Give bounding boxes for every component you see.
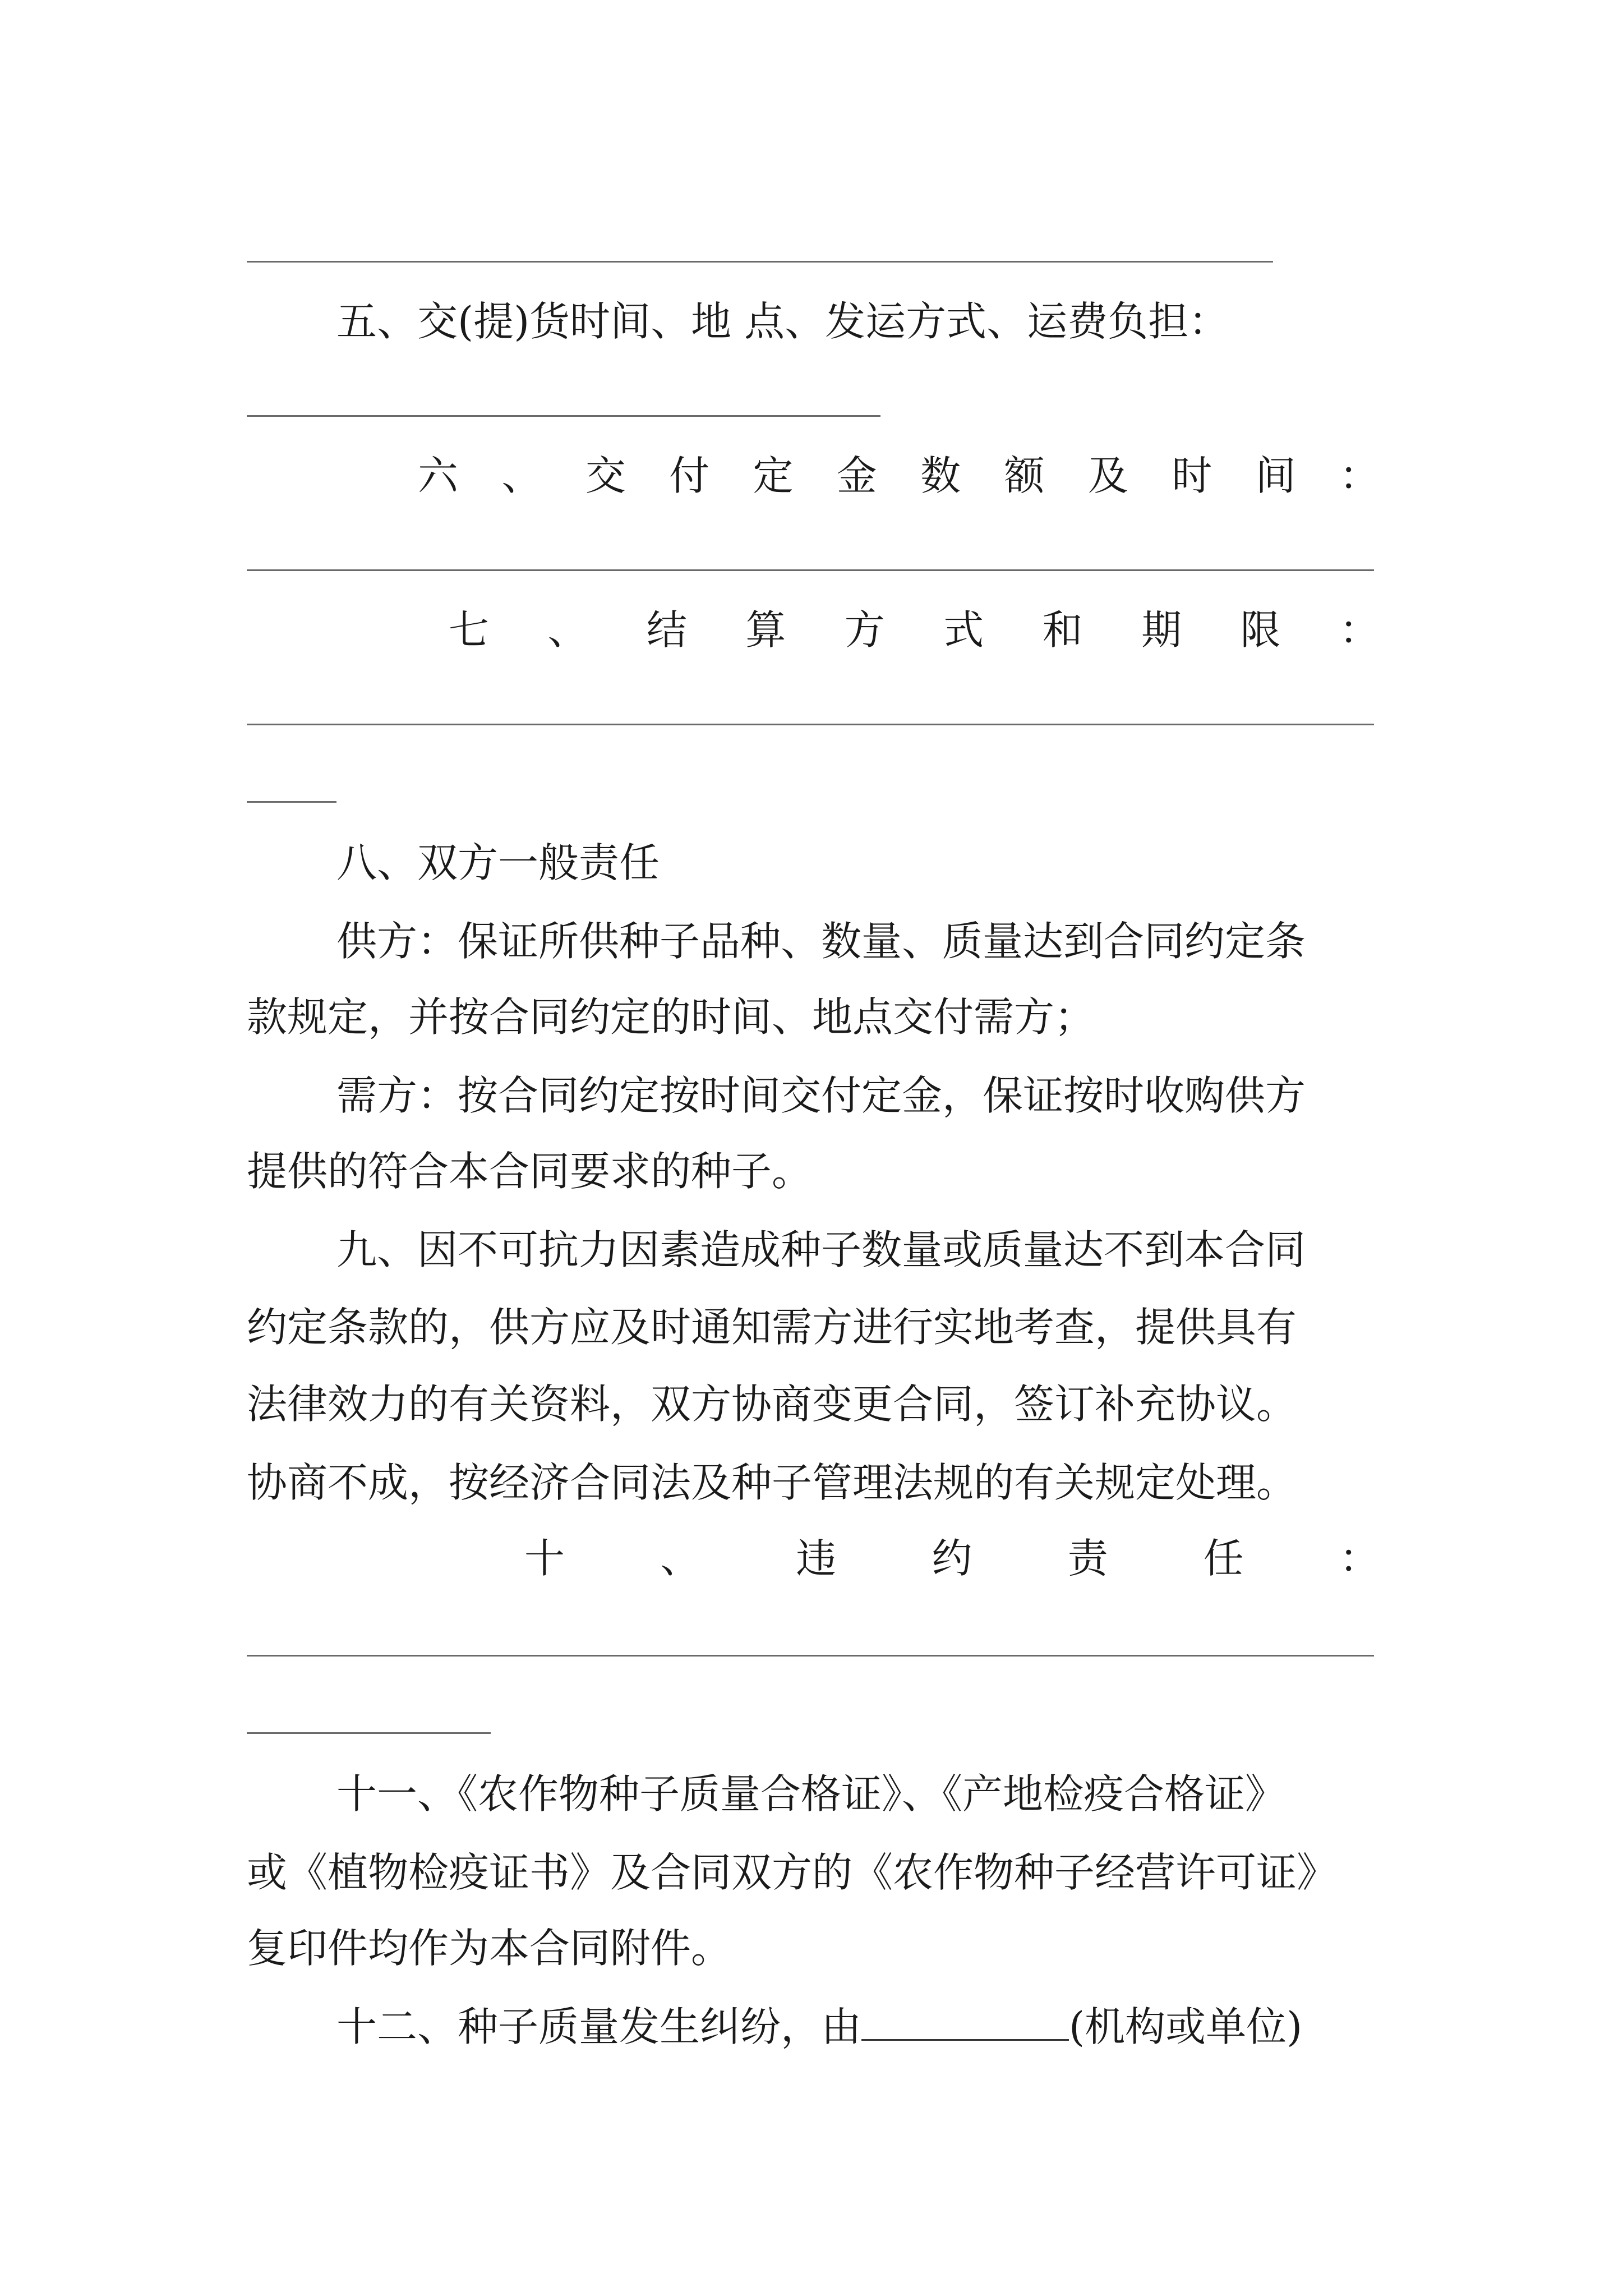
fill-in-line [247, 415, 880, 417]
heading-char: 十 [524, 1535, 565, 1582]
heading-char: ： [1339, 606, 1380, 654]
heading-char: 时 [1172, 452, 1212, 499]
heading-char: 责 [1067, 1535, 1108, 1582]
heading-char: 付 [669, 452, 710, 499]
heading-char: 及 [1087, 452, 1128, 499]
fill-in-line [247, 724, 1374, 725]
clause-7-heading [449, 603, 1380, 657]
institution-blank-field[interactable] [861, 2002, 1069, 2041]
fill-in-line [247, 569, 1374, 571]
heading-char: 数 [920, 452, 961, 499]
clause-12-suffix: (机构或单位) [1069, 2003, 1303, 2050]
fill-in-line [247, 1732, 491, 1734]
heading-char: ： [1339, 1535, 1380, 1582]
fill-in-line [247, 261, 1273, 263]
clause-6-heading [418, 449, 1380, 503]
fill-in-line [247, 1655, 1374, 1657]
heading-char: 六 [418, 452, 459, 499]
heading-char: 、 [501, 452, 542, 499]
heading-char: 交 [585, 452, 626, 499]
clause-11-line: 复印件均作为本合同附件。 [247, 1925, 732, 1972]
fill-in-line [247, 801, 336, 803]
clause-11-line: 或《植物检疫证书》及合同双方的《农作物种子经营许可证》 [247, 1849, 1338, 1896]
heading-char: 约 [932, 1535, 972, 1582]
clause-10-heading [524, 1531, 1380, 1585]
heading-char: 任 [1203, 1535, 1244, 1582]
heading-char: 间 [1255, 452, 1296, 499]
heading-char: 限 [1240, 606, 1281, 654]
clause-5-heading: 五、交(提)货时间、地 点、发运方式、运费负担： [336, 298, 1229, 345]
heading-char: 期 [1141, 606, 1182, 654]
heading-char: 金 [836, 452, 877, 499]
heading-char: 违 [796, 1535, 837, 1582]
heading-char: 算 [745, 606, 786, 654]
heading-char: 额 [1004, 452, 1045, 499]
heading-char: 定 [753, 452, 794, 499]
buyer-duty-line: 提供的符合本合同要求的种子。 [247, 1148, 813, 1195]
clause-9-line: 约定条款的，供方应及时通知需方进行实地考查，提供具有 [247, 1304, 1297, 1351]
heading-char: 、 [547, 606, 588, 654]
clause-9-line: 九、因不可抗力因素造成种子数量或质量达不到本合同 [336, 1226, 1306, 1273]
supplier-duty-line: 供方：保证所供种子品种、数量、质量达到合同约定条 [336, 918, 1306, 965]
clause-12-line [336, 2000, 1380, 2054]
heading-char: 和 [1042, 606, 1083, 654]
heading-char: 七 [449, 606, 490, 654]
heading-char: 、 [660, 1535, 701, 1582]
heading-char: 式 [943, 606, 984, 654]
heading-char: 方 [844, 606, 885, 654]
supplier-duty-line: 款规定，并按合同约定的时间、地点交付需方； [247, 993, 1095, 1041]
clause-9-line: 协商不成，按经济合同法及种子管理法规的有关规定处理。 [247, 1459, 1297, 1506]
buyer-duty-line: 需方：按合同约定按时间交付定金，保证按时收购供方 [336, 1072, 1306, 1119]
clause-11-line: 十一、《农作物种子质量合格证》、《产地检疫合格证》 [336, 1770, 1286, 1818]
clause-8-heading: 八、双方一般责任 [336, 839, 660, 886]
clause-12-prefix: 十二、种子质量发生纠纷，由 [336, 2003, 862, 2050]
clause-9-line: 法律效力的有关资料，双方协商变更合同，签订补充协议。 [247, 1381, 1297, 1428]
heading-char: ： [1339, 452, 1380, 499]
heading-char: 结 [646, 606, 687, 654]
